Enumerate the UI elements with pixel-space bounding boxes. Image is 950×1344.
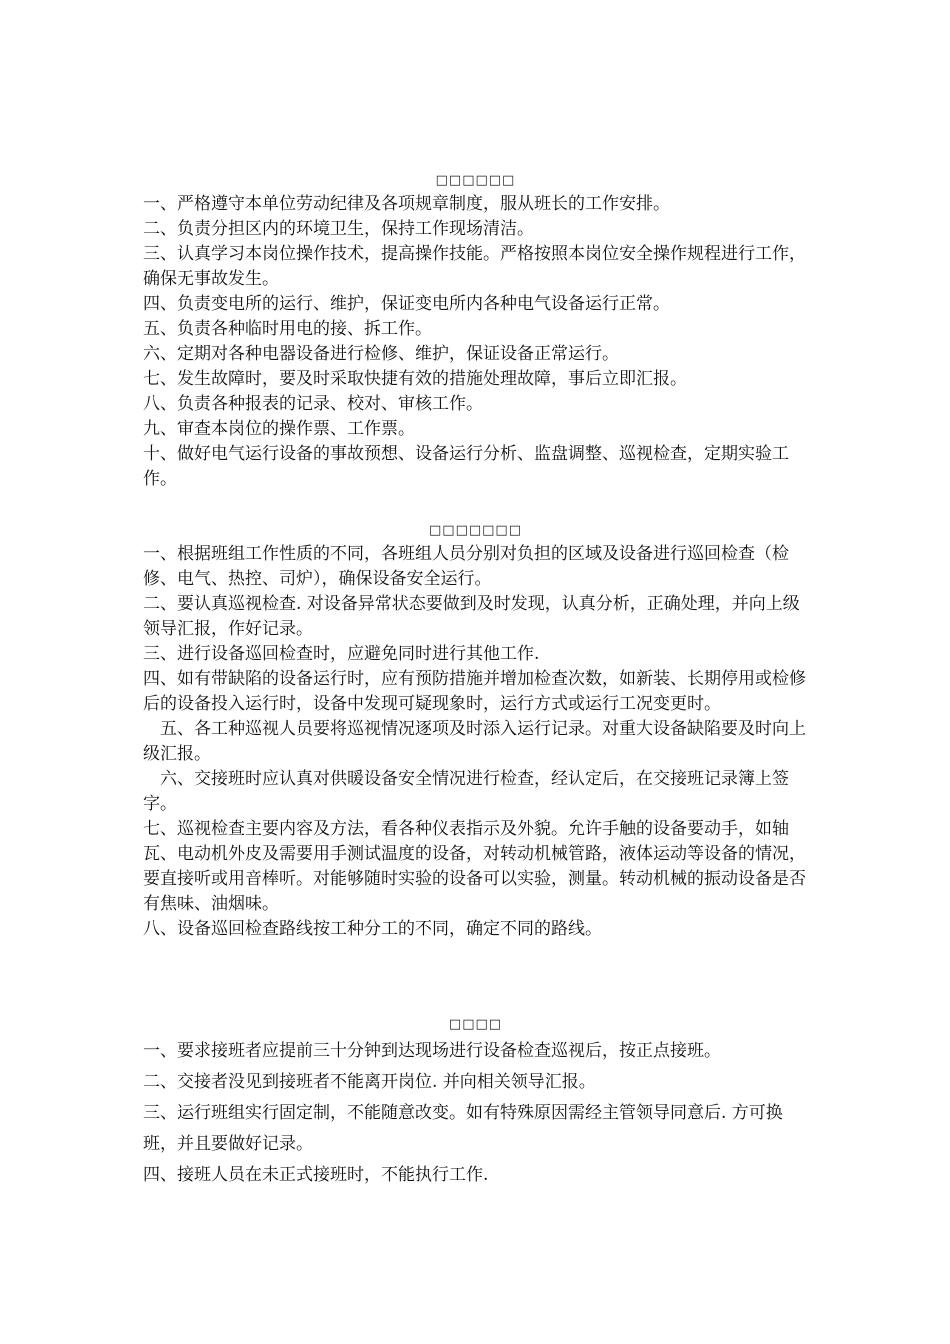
section-inspection-rules <box>143 520 808 942</box>
section-title: □□□□ <box>448 1017 503 1032</box>
paragraph: 三、认真学习本岗位操作技术，提高操作技能。严格按照本岗位安全操作规程进行工作，确保无事故发生。 <box>143 244 806 289</box>
paragraph: 六、定期对各种电器设备进行检修、维护，保证设备正常运行。 <box>143 344 619 364</box>
section-shift-handover <box>143 1014 808 1191</box>
paragraph: 八、负责各种报表的记录、校对、审核工作。 <box>143 394 483 414</box>
paragraph: 五、负责各种临时用电的接、拆工作。 <box>143 319 432 339</box>
paragraph: 九、审查本岗位的操作票、工作票。 <box>143 419 415 439</box>
paragraph: 四、如有带缺陷的设备运行时，应有预防措施并增加检查次数，如新装、长期停用或检修后的设备投入运行时，设备中发现可疑现象时，运行方式或运行工况变更时。 <box>143 669 806 714</box>
paragraph: 三、运行班组实行固定制，不能随意改变。如有特殊原因需经主管领导同意后. 方可换班，并且要做好记录。 <box>143 1103 783 1154</box>
paragraph: 七、发生故障时，要及时采取快捷有效的措施处理故障，事后立即汇报。 <box>143 369 687 389</box>
paragraph: 二、交接者没见到接班者不能离开岗位. 并向相关领导汇报。 <box>143 1072 596 1092</box>
paragraph: 二、负责分担区内的环境卫生，保持工作现场清洁。 <box>143 219 534 239</box>
paragraph: 四、负责变电所的运行、维护，保证变电所内各种电气设备运行正常。 <box>143 294 670 314</box>
paragraph: 三、进行设备巡回检查时，应避免同时进行其他工作. <box>143 644 540 664</box>
paragraph: 八、设备巡回检查路线按工种分工的不同，确定不同的路线。 <box>143 919 602 939</box>
paragraph: 十、做好电气运行设备的事故预想、设备运行分析、监盘调整、巡视检查，定期实验工作。 <box>143 444 789 489</box>
section-title: □□□□□□ <box>435 173 516 188</box>
paragraph: 四、接班人员在未正式接班时，不能执行工作. <box>143 1165 489 1185</box>
paragraph: 一、根据班组工作性质的不同，各班组人员分别对负担的区域及设备进行巡回检查（检修、电气、热控、司炉），确保设备安全运行。 <box>143 544 789 589</box>
paragraph: 七、巡视检查主要内容及方法，看各种仪表指示及外貌。允许手触的设备要动手，如轴瓦、电动机外皮及需要用手测试温度的设备，对转动机械管路，液体运动等设备的情况，要直接听或用音棒听。对能够随时实验的设备可以实验，测量。转动机械的振动设备是否有焦味、油烟味。 <box>143 819 806 914</box>
paragraph: 一、严格遵守本单位劳动纪律及各项规章制度，服从班长的工作安排。 <box>143 194 670 214</box>
section-title: □□□□□□□ <box>429 523 522 538</box>
paragraph: 一、要求接班者应提前三十分钟到达现场进行设备检查巡视后，按正点接班。 <box>143 1041 721 1061</box>
paragraph: 二、要认真巡视检查. 对设备异常状态要做到及时发现，认真分析，正确处理，并向上级领导汇报，作好记录。 <box>143 594 800 639</box>
paragraph: 五、各工种巡视人员要将巡视情况逐项及时添入运行记录。对重大设备缺陷要及时向上级汇报。 <box>143 719 806 764</box>
section-job-duties <box>143 170 808 492</box>
paragraph: 六、交接班时应认真对供暖设备安全情况进行检查，经认定后，在交接班记录簿上签字。 <box>143 769 789 814</box>
